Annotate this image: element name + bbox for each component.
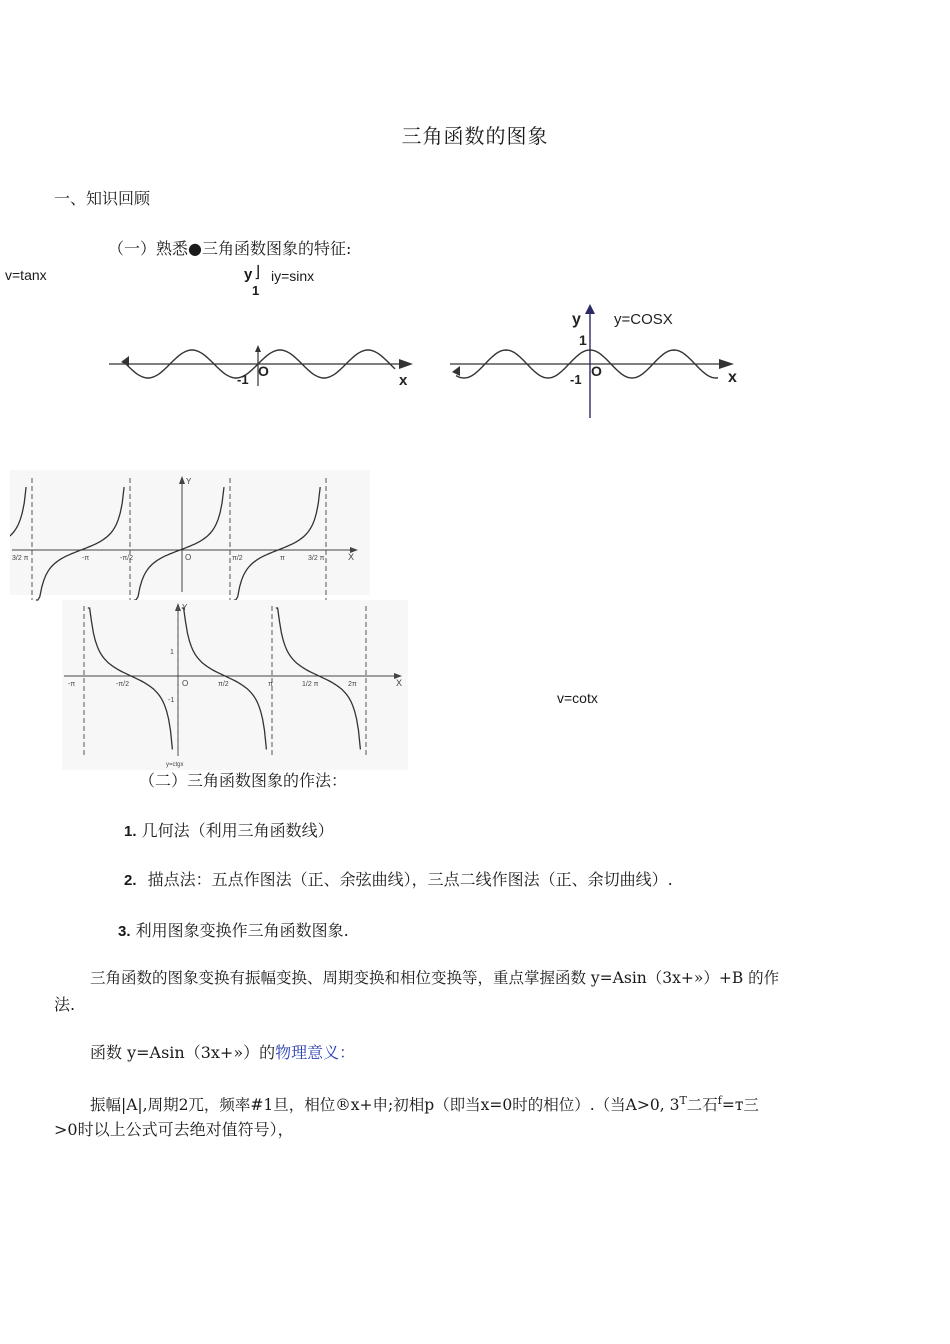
method-num-2: 2. — [124, 872, 137, 889]
method-text-2: 描点法：五点作图法（正、余弦曲线），三点二线作图法（正、余切曲线）. — [147, 870, 673, 889]
cot-tick-label: -π/2 — [116, 681, 129, 688]
method-item-1 — [124, 818, 334, 841]
cosine-graph — [446, 300, 756, 422]
paragraph-3-line-1 — [90, 1093, 759, 1115]
sin-one-label: 1 — [252, 283, 260, 298]
cot-curves — [88, 608, 361, 749]
paragraph-1-line-1: 三角函数的图象变换有振幅变换、周期变换和相位变换等，重点掌握函数 y=Asin（3x+»）+B 的作 — [90, 969, 780, 987]
tan-label: v=tanx — [5, 267, 47, 283]
tan-y-label: Y — [186, 477, 192, 486]
page-title: 三角函数的图象 — [401, 124, 549, 148]
cosine-neg1-label: -1 — [570, 372, 582, 387]
method-item-2 — [124, 867, 673, 890]
paragraph-3-sup-1: T — [679, 1093, 687, 1107]
paragraph-3-text-a: 振幅|A|,周期2兀，频率#1旦，相位®x+申;初相p（即当x=0时的相位）.（当A>0, 3 — [90, 1096, 680, 1114]
paragraph-1-line-2: 法. — [54, 995, 76, 1014]
method-text-1: 几何法（利用三角函数线） — [141, 821, 334, 840]
cosine-y-label: y — [572, 311, 581, 328]
tan-origin-label: O — [185, 553, 192, 562]
tan-x-label: X — [348, 552, 355, 562]
sine-x-label: x — [399, 372, 408, 389]
cot-one-label: 1 — [170, 649, 174, 656]
paragraph-3-text-b: 二石 — [686, 1096, 718, 1114]
cosine-origin-label: O — [591, 363, 602, 379]
sin-bar: ⌋ — [254, 264, 261, 281]
method-num-3: 3. — [118, 923, 131, 940]
method-num-1: 1. — [124, 823, 137, 840]
paragraph-3-line-2: >0时以上公式可去绝对值符号）， — [54, 1120, 294, 1139]
physical-meaning-link[interactable]: 物理意义： — [275, 1043, 356, 1062]
paragraph-3-sup-2: f — [717, 1093, 722, 1107]
cosine-left-arrow — [452, 366, 460, 376]
tan-tick-label: 3/2 π — [308, 555, 325, 562]
cosine-x-arrow — [719, 359, 734, 369]
sine-y-arrow — [255, 345, 261, 352]
method-item-3 — [118, 918, 349, 941]
cot-y-label: Y — [182, 603, 188, 612]
sine-origin-label: O — [258, 363, 269, 379]
cot-tick-label: -π — [68, 681, 76, 688]
sine-x-arrow — [399, 359, 413, 369]
tan-tick-label: π/2 — [232, 555, 243, 562]
tan-curves — [10, 487, 320, 600]
section-heading: 一、知识回顾 — [54, 189, 151, 208]
subsection-heading-2: （二）三角函数图象的作法： — [139, 771, 348, 790]
cosine-x-label: x — [728, 369, 737, 386]
tan-tick-label: 3/2 π — [12, 555, 29, 562]
cotangent-graph — [62, 600, 408, 770]
sine-graph — [105, 338, 425, 396]
tan-tick-label: π — [280, 555, 285, 562]
cot-caption: y=ctgx — [166, 762, 184, 768]
paragraph-3-text-c: =т三 — [721, 1096, 759, 1114]
cosine-y-arrow — [585, 304, 595, 314]
cot-origin-label: O — [182, 679, 189, 688]
paragraph-2 — [90, 1040, 355, 1063]
cot-x-label: X — [396, 678, 403, 688]
subsection-heading-1: （一）熟悉●三角函数图象的特征: — [108, 239, 352, 258]
sin-y-label: y — [244, 266, 253, 283]
tangent-graph — [10, 470, 370, 605]
cot-tick-label: π — [268, 681, 273, 688]
sine-neg1-label: -1 — [237, 372, 249, 387]
paragraph-2-text: 函数 y=Asin（3x+»）的 — [90, 1043, 276, 1062]
cot-tick-label: π/2 — [218, 681, 229, 688]
cot-neg-one-label: -1 — [168, 697, 175, 704]
cosine-one-label: 1 — [579, 332, 587, 348]
cot-label: v=cotx — [557, 690, 598, 706]
cot-tick-label: 2π — [348, 681, 357, 688]
cot-tick-label: 1/2 π — [302, 681, 319, 688]
tan-tick-label: -π — [82, 555, 90, 562]
cosine-equation-label: y=COSX — [614, 311, 673, 328]
method-text-3: 利用图象变换作三角函数图象. — [135, 921, 349, 940]
tan-tick-label: -π/2 — [120, 555, 133, 562]
sin-equation-label: iy=sinx — [271, 268, 315, 284]
